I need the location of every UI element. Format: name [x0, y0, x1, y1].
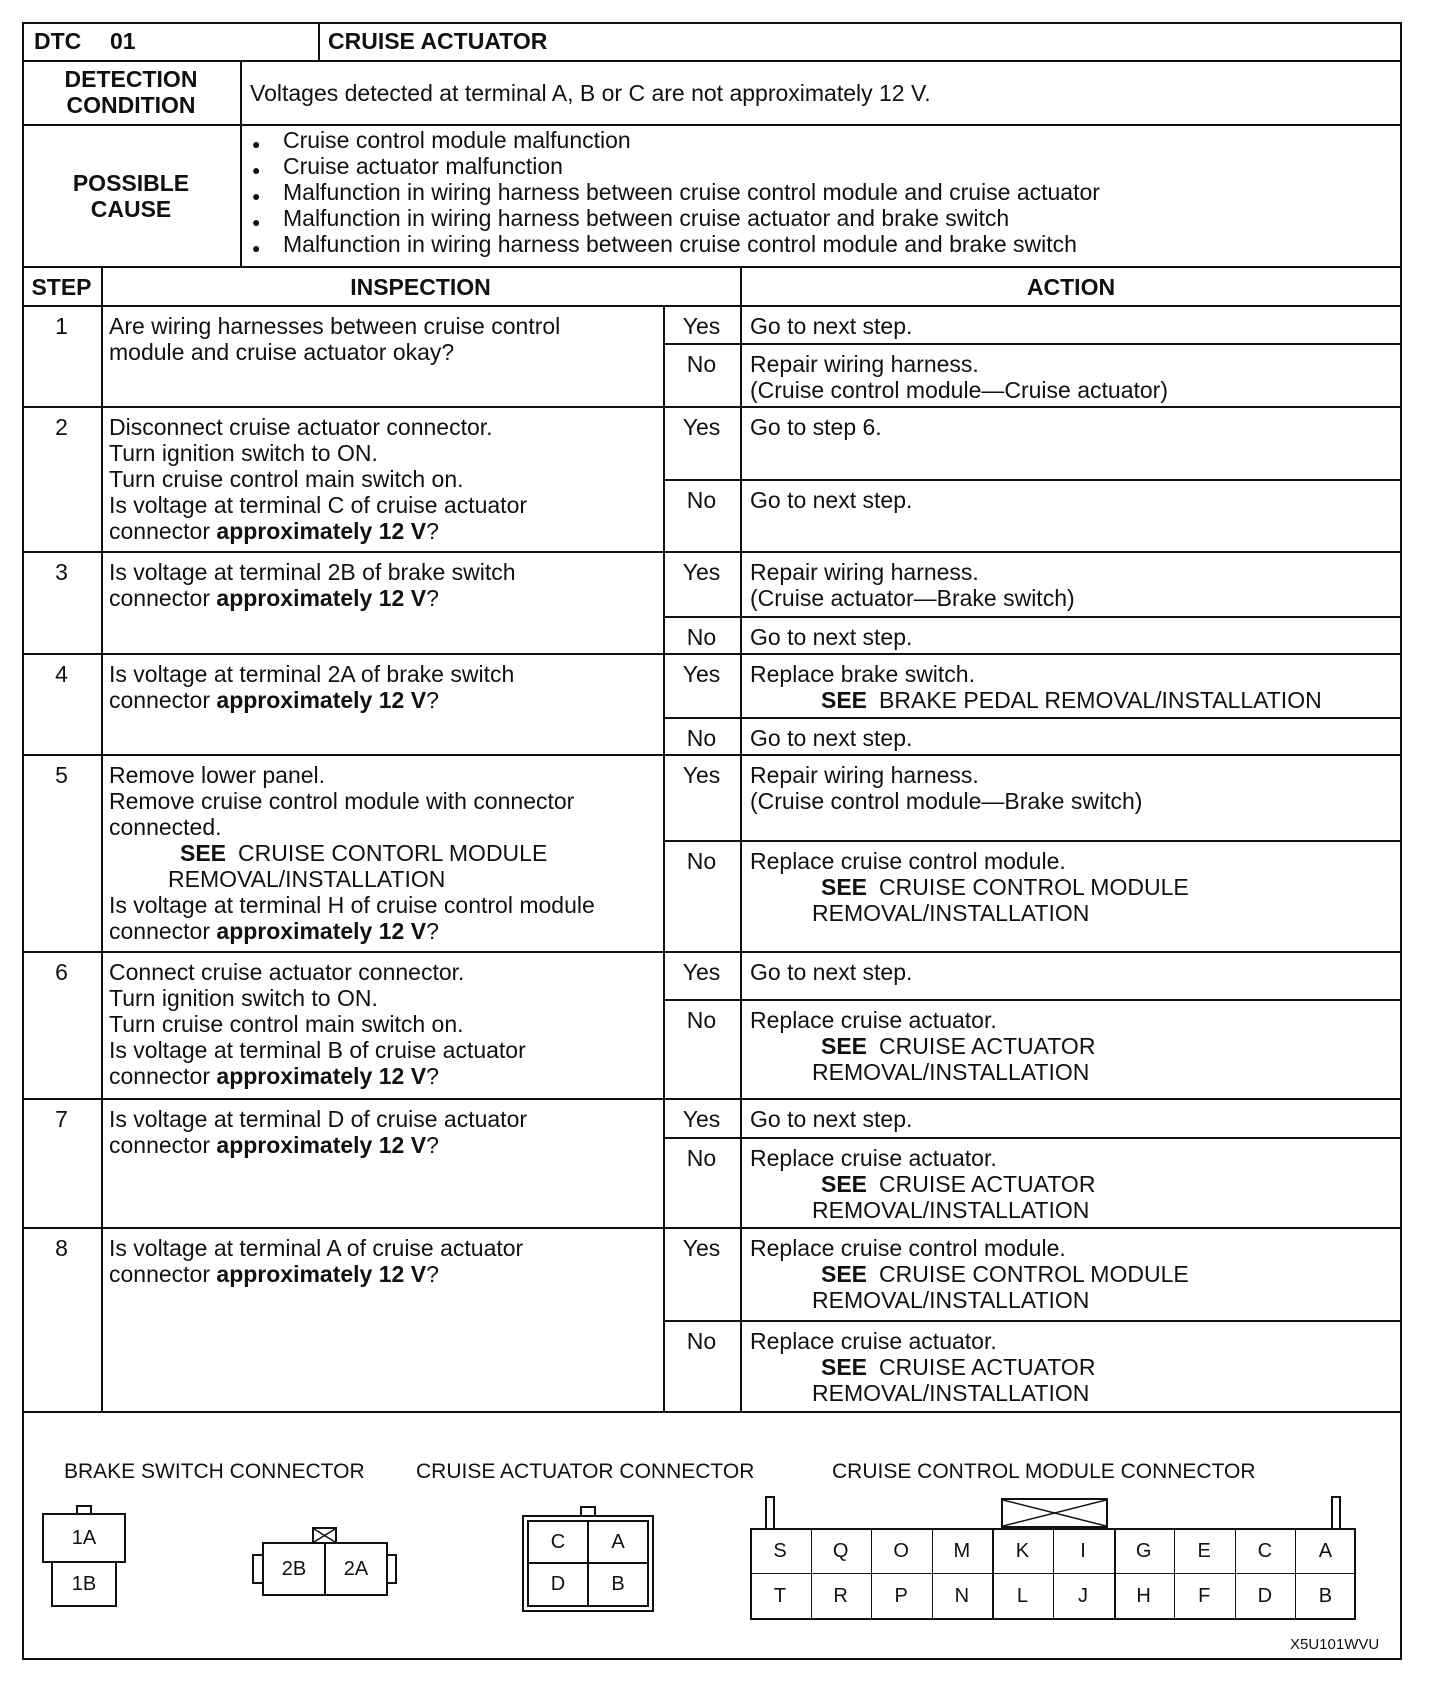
rule — [663, 1320, 1402, 1322]
action-no-line — [750, 1328, 997, 1355]
page-title: CRUISE ACTUATOR — [328, 28, 548, 54]
action-yes-line — [750, 585, 1075, 612]
inspection-line — [109, 985, 378, 1012]
action-text: Repair wiring harness. — [750, 351, 979, 377]
rule — [22, 951, 1402, 953]
emphasis-text: approximately 12 V — [216, 918, 427, 944]
inspection-text: connected. — [109, 814, 222, 840]
action-text: Replace brake switch. — [750, 661, 975, 687]
figure-code: X5U101WVU — [1290, 1636, 1380, 1653]
inspection-line — [109, 788, 574, 815]
step-number: 8 — [55, 1235, 68, 1261]
cause-item: Cruise actuator malfunction — [283, 153, 563, 179]
inspection-text: Remove cruise control module with connector — [109, 788, 575, 814]
action-text: Go to next step. — [750, 624, 913, 650]
rule — [663, 717, 1402, 719]
action-text: (Cruise control module—Brake switch) — [750, 788, 1143, 814]
module-pin: R — [833, 1585, 848, 1607]
action-text: (Cruise control module—Cruise actuator) — [750, 377, 1168, 403]
emphasis-text: approximately 12 V — [216, 1261, 427, 1287]
rule — [22, 551, 1402, 553]
step-number: 2 — [55, 414, 68, 440]
rule — [663, 999, 1402, 1001]
step-number: 3 — [55, 559, 68, 585]
action-no-line — [750, 725, 912, 752]
module-pin: G — [1135, 1540, 1152, 1562]
answer-yes: Yes — [682, 1235, 721, 1261]
inspection-line — [109, 661, 514, 688]
emphasis-text: approximately 12 V — [216, 687, 427, 713]
pin-c: C — [527, 1520, 589, 1564]
inspection-line — [109, 762, 325, 789]
action-text: Go to next step. — [750, 959, 913, 985]
pin-1a: 1A — [42, 1513, 126, 1563]
action-no-line — [821, 1033, 1095, 1060]
inspection-line — [109, 1106, 527, 1133]
module-pin: P — [894, 1585, 908, 1607]
module-pin: E — [1197, 1540, 1211, 1562]
inspection-text: Is voltage at terminal D of cruise actuator — [109, 1106, 528, 1132]
inspection-line: connector approximately 12 V? — [109, 1063, 439, 1089]
rule — [22, 754, 1402, 756]
inspection-line — [168, 866, 445, 893]
action-text: REMOVAL/INSTALLATION — [812, 900, 1090, 926]
answer-yes: Yes — [682, 1106, 721, 1132]
inspection-line — [109, 339, 454, 366]
module-pin: I — [1080, 1540, 1086, 1562]
action-no-line — [750, 351, 979, 378]
action-text: Repair wiring harness. — [750, 762, 979, 788]
action-text: REMOVAL/INSTALLATION — [812, 1197, 1090, 1223]
inspection-text: Turn cruise control main switch on. — [109, 1011, 464, 1037]
action-yes-line — [750, 788, 1142, 815]
rule — [663, 479, 1402, 481]
inspection-line — [109, 440, 378, 467]
module-pin: J — [1078, 1585, 1088, 1607]
detection-text: Voltages detected at terminal A, B or C are not approximately 12 V. — [250, 80, 931, 106]
module-pin: F — [1198, 1585, 1211, 1607]
rule — [663, 616, 1402, 618]
see-label: SEE — [821, 1171, 868, 1197]
inspection-text: Is voltage at terminal A of cruise actuator — [109, 1235, 524, 1261]
inspection-line — [180, 840, 547, 867]
action-text: Go to next step. — [750, 313, 913, 339]
action-text: Replace cruise actuator. — [750, 1328, 997, 1354]
rule — [22, 1227, 1402, 1229]
answer-yes: Yes — [682, 959, 721, 985]
inspection-text: Connect cruise actuator connector. — [109, 959, 465, 985]
rule — [22, 266, 1402, 268]
action-no-line — [750, 487, 912, 514]
action-yes-line — [750, 414, 882, 441]
answer-no: No — [686, 351, 717, 377]
column-header-inspection: INSPECTION — [350, 274, 491, 300]
inspection-line: connector approximately 12 V? — [109, 518, 439, 544]
inspection-text: connector — [109, 1261, 217, 1287]
answer-yes: Yes — [682, 661, 721, 687]
rule — [663, 1137, 1402, 1139]
module-pin: M — [953, 1540, 971, 1562]
action-text: Go to step 6. — [750, 414, 882, 440]
action-text: CRUISE ACTUATOR — [879, 1171, 1096, 1197]
action-text: Replace cruise control module. — [750, 1235, 1066, 1261]
action-no-line — [821, 1354, 1095, 1381]
action-yes-line — [750, 313, 912, 340]
answer-no: No — [686, 624, 717, 650]
answer-no: No — [686, 848, 717, 874]
answer-yes: Yes — [682, 762, 721, 788]
rule — [740, 266, 742, 1411]
answer-no: No — [686, 1145, 717, 1171]
rule — [22, 124, 1402, 126]
inspection-line — [109, 892, 595, 919]
inspection-line — [109, 1011, 464, 1038]
inspection-line: connector approximately 12 V? — [109, 687, 439, 713]
action-yes-line — [750, 1106, 912, 1133]
bullet-icon: ● — [252, 188, 261, 204]
bullet-icon: ● — [252, 136, 261, 152]
cruise-control-module-connector-title: CRUISE CONTROL MODULE CONNECTOR — [832, 1460, 1256, 1483]
action-no-line — [812, 900, 1089, 927]
inspection-text: Disconnect cruise actuator connector. — [109, 414, 493, 440]
action-yes-line — [750, 762, 979, 789]
inspection-text: connector — [109, 585, 217, 611]
module-pin: Q — [832, 1540, 849, 1562]
action-no-line — [812, 1197, 1089, 1224]
inspection-line: connector approximately 12 V? — [109, 918, 439, 944]
rule — [22, 653, 1402, 655]
action-yes-line — [821, 687, 1322, 714]
inspection-text: connector — [109, 1132, 217, 1158]
rule — [663, 343, 1402, 345]
inspection-line — [109, 1235, 523, 1262]
see-label: SEE — [180, 840, 227, 866]
bullet-icon: ● — [252, 240, 261, 256]
cruise-actuator-connector-title: CRUISE ACTUATOR CONNECTOR — [416, 1460, 755, 1483]
action-text: CRUISE CONTROL MODULE — [879, 874, 1189, 900]
answer-yes: Yes — [682, 414, 721, 440]
action-no-line — [750, 377, 1168, 404]
module-pin: D — [1257, 1585, 1273, 1607]
answer-yes: Yes — [682, 559, 721, 585]
action-no-line — [821, 1171, 1095, 1198]
step-number: 7 — [55, 1106, 68, 1132]
rule — [663, 840, 1402, 842]
cause-item: Cruise control module malfunction — [283, 127, 631, 153]
action-text: Repair wiring harness. — [750, 559, 979, 585]
action-yes-line — [812, 1287, 1089, 1314]
module-pin: S — [773, 1540, 787, 1562]
see-label: SEE — [821, 1261, 868, 1287]
module-pin: A — [1318, 1540, 1333, 1562]
inspection-text: Is voltage at terminal 2B of brake switch — [109, 559, 516, 585]
bullet-icon: ● — [252, 214, 261, 230]
action-yes-line — [821, 1261, 1189, 1288]
cause-item: Malfunction in wiring harness between cruise control module and cruise actuator — [283, 179, 1100, 205]
inspection-text: Is voltage at terminal 2A of brake switch — [109, 661, 515, 687]
emphasis-text: approximately 12 V — [216, 518, 427, 544]
inspection-line — [109, 559, 516, 586]
dtc-code: 01 — [110, 28, 136, 54]
action-text: BRAKE PEDAL REMOVAL/INSTALLATION — [879, 687, 1322, 713]
inspection-line: connector approximately 12 V? — [109, 585, 439, 611]
action-text: CRUISE ACTUATOR — [879, 1354, 1096, 1380]
rule — [240, 60, 242, 266]
inspection-text: connector — [109, 687, 217, 713]
action-text: REMOVAL/INSTALLATION — [812, 1059, 1090, 1085]
action-no-line — [750, 848, 1066, 875]
action-yes-line — [750, 1235, 1066, 1262]
inspection-text: module and cruise actuator okay? — [109, 339, 455, 365]
answer-no: No — [686, 487, 717, 513]
action-no-line — [750, 1145, 997, 1172]
emphasis-text: approximately 12 V — [216, 1063, 427, 1089]
rule — [22, 1411, 1402, 1413]
inspection-text: Is voltage at terminal C of cruise actuator — [109, 492, 528, 518]
answer-no: No — [686, 1328, 717, 1354]
inspection-text: CRUISE CONTORL MODULE — [238, 840, 548, 866]
cause-item: Malfunction in wiring harness between cruise actuator and brake switch — [283, 205, 1010, 231]
rule — [22, 1098, 1402, 1100]
action-text: Go to next step. — [750, 725, 913, 751]
action-no-line — [821, 874, 1189, 901]
module-pin: O — [893, 1540, 909, 1562]
rule — [101, 266, 103, 1411]
bullet-icon: ● — [252, 162, 261, 178]
pin-2a: 2A — [324, 1542, 388, 1596]
action-no-line — [812, 1380, 1089, 1407]
step-number: 6 — [55, 959, 68, 985]
module-pin: K — [1015, 1540, 1030, 1562]
answer-yes: Yes — [682, 313, 721, 339]
action-text: CRUISE ACTUATOR — [879, 1033, 1096, 1059]
inspection-line — [109, 1037, 526, 1064]
rule — [22, 406, 1402, 408]
module-pin: T — [773, 1585, 787, 1607]
rule — [22, 60, 1402, 62]
inspection-text: Is voltage at terminal B of cruise actuator — [109, 1037, 526, 1063]
action-text: REMOVAL/INSTALLATION — [812, 1380, 1090, 1406]
inspection-line — [109, 313, 560, 340]
inspection-text: connector — [109, 918, 217, 944]
pin-b: B — [587, 1562, 649, 1607]
step-number: 5 — [55, 762, 68, 788]
brake-switch-connector-title: BRAKE SWITCH CONNECTOR — [64, 1460, 365, 1483]
inspection-text: connector — [109, 518, 217, 544]
action-yes-line — [750, 559, 979, 586]
column-header-action: ACTION — [1026, 274, 1116, 300]
inspection-line — [109, 959, 464, 986]
inspection-text: Is voltage at terminal H of cruise control module — [109, 892, 595, 918]
inspection-line — [109, 414, 493, 441]
module-pin: C — [1257, 1540, 1273, 1562]
action-yes-line — [750, 959, 912, 986]
cause-item: Malfunction in wiring harness between cruise control module and brake switch — [283, 231, 1077, 257]
inspection-line: connector approximately 12 V? — [109, 1261, 439, 1287]
pin-a: A — [587, 1520, 649, 1564]
inspection-line: connector approximately 12 V? — [109, 1132, 439, 1158]
inspection-text: Turn ignition switch to ON. — [109, 440, 378, 466]
action-text: Replace cruise actuator. — [750, 1145, 997, 1171]
see-label: SEE — [821, 874, 868, 900]
dtc-label: DTC — [34, 28, 82, 54]
module-pin: N — [954, 1585, 970, 1607]
see-label: SEE — [821, 687, 868, 713]
pin-2b: 2B — [262, 1542, 326, 1596]
action-no-line — [750, 1007, 997, 1034]
inspection-text: Turn ignition switch to ON. — [109, 985, 378, 1011]
rule — [22, 305, 1402, 307]
inspection-text: Remove lower panel. — [109, 762, 326, 788]
inspection-text: connector — [109, 1063, 217, 1089]
action-no-line — [812, 1059, 1089, 1086]
answer-no: No — [686, 1007, 717, 1033]
inspection-text: REMOVAL/INSTALLATION — [168, 866, 446, 892]
action-text: Go to next step. — [750, 1106, 913, 1132]
detection-label: CONDITION — [66, 92, 196, 118]
step-number: 4 — [55, 661, 68, 687]
inspection-line — [109, 466, 464, 493]
see-label: SEE — [821, 1033, 868, 1059]
module-pin: H — [1136, 1585, 1151, 1607]
rule — [318, 22, 320, 60]
column-header-step: STEP — [31, 274, 92, 300]
answer-no: No — [686, 725, 717, 751]
inspection-text: Are wiring harnesses between cruise control — [109, 313, 561, 339]
detection-label: DETECTION — [64, 66, 198, 92]
possible-cause-label: CAUSE — [90, 196, 172, 222]
emphasis-text: approximately 12 V — [216, 1132, 427, 1158]
action-text: (Cruise actuator—Brake switch) — [750, 585, 1075, 611]
action-text: Replace cruise control module. — [750, 848, 1066, 874]
action-yes-line — [750, 661, 975, 688]
step-number: 1 — [55, 313, 68, 339]
action-text: Replace cruise actuator. — [750, 1007, 997, 1033]
action-text: CRUISE CONTROL MODULE — [879, 1261, 1189, 1287]
action-no-line — [750, 624, 912, 651]
inspection-line — [109, 492, 527, 519]
module-pin: L — [1016, 1585, 1028, 1607]
action-text: REMOVAL/INSTALLATION — [812, 1287, 1090, 1313]
emphasis-text: approximately 12 V — [216, 585, 427, 611]
possible-cause-label: POSSIBLE — [72, 170, 190, 196]
inspection-line — [109, 814, 222, 841]
action-text: Go to next step. — [750, 487, 913, 513]
inspection-text: Turn cruise control main switch on. — [109, 466, 464, 492]
pin-1b: 1B — [51, 1561, 117, 1607]
pin-d: D — [527, 1562, 589, 1607]
module-pin: B — [1318, 1585, 1333, 1607]
see-label: SEE — [821, 1354, 868, 1380]
